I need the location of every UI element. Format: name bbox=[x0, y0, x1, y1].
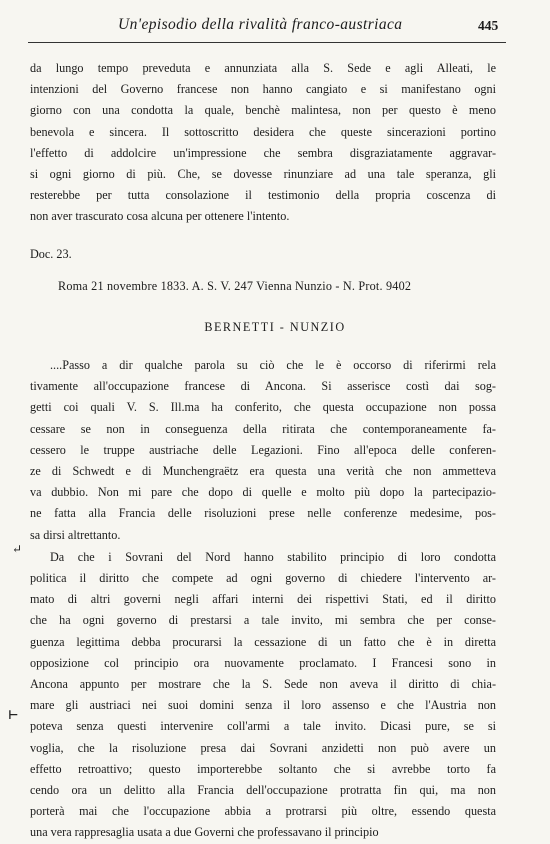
margin-mark-arrow: ↵ bbox=[12, 542, 23, 556]
text-line: tivamente all'occupazione francese di Ancona. Si asserisce costì dai sog- bbox=[30, 379, 496, 394]
document-title: BERNETTI - NUNZIO bbox=[204, 320, 346, 334]
text-line: giorno con una condotta la quale, benchè malintesa, non per questo è meno bbox=[30, 103, 496, 118]
paragraph-1 bbox=[30, 58, 496, 228]
text-line: politica il diritto che compete ad ogni governo di chiedere l'intervento ar- bbox=[30, 571, 496, 586]
page-header bbox=[0, 14, 550, 40]
text-line: guenza legittima debba procurarsi la cessazione di un fatto che è in diretta bbox=[30, 634, 496, 649]
document-reference: Roma 21 novembre 1833. A. S. V. 247 Vienna Nunzio - N. Prot. 9402 bbox=[58, 279, 412, 293]
header-rule bbox=[28, 42, 506, 43]
text-line: Da che i Sovrani del Nord hanno stabilito principio di loro condotta bbox=[50, 549, 496, 564]
page-number: 445 bbox=[478, 18, 499, 33]
text-line: ....Passo a dir qualche parola su ciò che le è occorso di riferirmi rela bbox=[50, 358, 496, 372]
text-line: ze di Schwedt e di Munchengraëtz era questa una verità che non ammetteva bbox=[30, 464, 496, 479]
text-line: Ancona appunto per mostrare che la S. Sede non aveva il diritto di chia- bbox=[30, 677, 496, 692]
text-line: cendo ora un delitto alla Francia dell'occupazione protratta fin qui, ma non bbox=[30, 783, 496, 798]
text-line: voglia, che la risoluzione presa dai Sovrani anzidetti non può avere un bbox=[30, 740, 496, 755]
text-line: una vera rappresaglia usata a due Governi che professavano il principio bbox=[30, 825, 379, 840]
text-line: benevola e sincera. Il sottoscritto desidera che queste sincerazioni portino bbox=[30, 124, 496, 139]
running-title: Un'episodio della rivalità franco-austriaca bbox=[118, 16, 403, 33]
text-line: da lungo tempo preveduta e annunziata alla S. Sede e agli Alleati, le bbox=[30, 61, 496, 75]
text-line: mato di altri governi negli affari interni dei rispettivi Stati, ed il diritto bbox=[30, 592, 496, 607]
text-line: l'effetto di addolcire un'impressione che sembra disgraziatamente aggravar- bbox=[30, 145, 496, 160]
text-line: opposizione col principio ora nuovamente proclamato. I Francesi sono in bbox=[30, 655, 496, 670]
letter-body bbox=[30, 355, 496, 844]
text-line: non aver trascurato cosa alcuna per ottenere l'intento. bbox=[30, 209, 290, 224]
text-line: getti coi quali V. S. Ill.ma ha conferito, che questa occupazione non possa bbox=[30, 400, 496, 415]
text-line: porterà mai che l'occupazione abbia a protrarsi più oltre, essendo questa bbox=[30, 804, 496, 819]
text-line: poteva senza questi intervenire coll'armi a tale invito. Dicasi pure, se si bbox=[30, 719, 496, 734]
text-line: va dubbio. Non mi pare che dopo di quelle e molto più dopo la partecipazio- bbox=[30, 485, 496, 500]
text-line: effetto retroattivo; questo importerebbe soltanto che si avrebbe torto fa bbox=[30, 761, 496, 776]
text-line: intenzioni del Governo francese non hanno cangiato e si manifestano ogni bbox=[30, 82, 496, 97]
document-label: Doc. 23. bbox=[30, 247, 72, 261]
margin-mark-bracket: ⊢ bbox=[8, 708, 19, 722]
paragraph-continuation bbox=[30, 58, 496, 228]
text-line: si ogni giorno di più. Che, se dovesse rinunziare ad una tale speranza, gli bbox=[30, 167, 496, 182]
text-line: mare gli austriaci nei suoi domini senza il loro assenso e che l'Austria non bbox=[30, 698, 496, 713]
text-line: cessare se non in conseguenza della ritirata che contemporaneamente fa- bbox=[30, 421, 496, 436]
text-line: ne fatta alla Francia delle risoluzioni prese nelle conferenze medesime, pos- bbox=[30, 506, 496, 521]
paragraph-3 bbox=[30, 547, 496, 844]
text-line: sa dirsi altrettanto. bbox=[30, 527, 121, 542]
text-line: cessero le truppe austriache delle Legazioni. Fino all'epoca delle conferen- bbox=[30, 442, 496, 457]
text-line: che ha ogni governo di prestarsi a tale invito, mi sembra che per conse- bbox=[30, 613, 496, 628]
text-line: resterebbe per tutta consolazione il testimonio della propria coscenza di bbox=[30, 188, 496, 203]
paragraph-2 bbox=[30, 355, 496, 546]
